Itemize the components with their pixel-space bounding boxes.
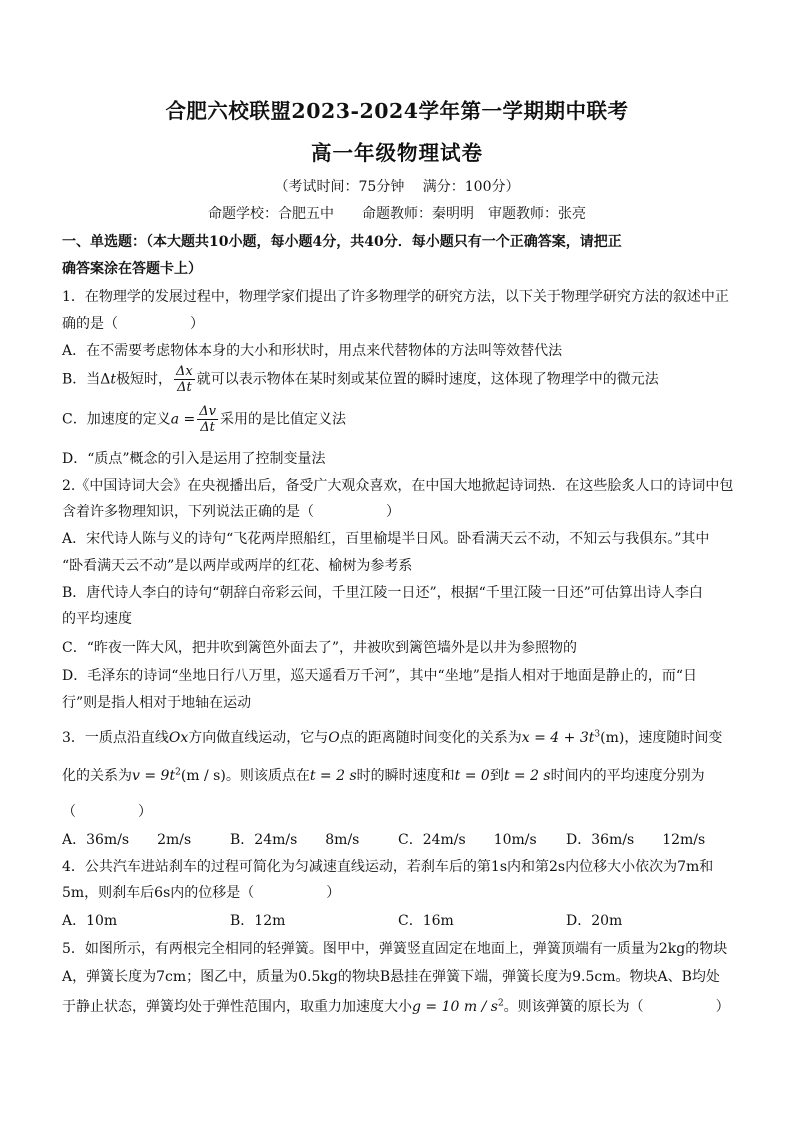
- q1-c-fraction: $\frac{\Delta v}{\Delta t}$: [199, 404, 216, 435]
- q3-option-a: A．36m/s 2m/s: [62, 832, 192, 848]
- q4-option-b: B．12m: [230, 913, 286, 929]
- q1-stem-line1: 1．在物理学的发展过程中，物理学家们提出了许多物理学的研究方法，以下关于物理学研究方法的叙述中正: [62, 289, 729, 305]
- q4-stem-line1: 4．公共汽车进站刹车的过程可简化为匀减速直线运动，若刹车后的第1s内和第2s内位移大小依次为7m和: [62, 859, 714, 875]
- q1-option-c: C．加速度的定义a = $\frac{\Delta v}{\Delta t}$ 采用的是比值定义法: [62, 404, 346, 435]
- section-heading: 一、单选题：（本大题共10小题，每小题4分，共40分．每小题只有一个正确答案，请把正: [62, 234, 622, 250]
- section-heading-cont: 确答案涂在答题卡上）: [62, 261, 202, 277]
- q2-stem-line2: 含着许多物理知识，下列说法正确的是（ ）: [62, 504, 400, 520]
- q2-option-d-line2: 行”则是指人相对于地轴在运动: [62, 695, 252, 711]
- q1-option-d: D．“质点”概念的引入是运用了控制变量法: [62, 451, 326, 467]
- q1-b-fraction: $\frac{\Delta x}{\Delta t}$: [176, 364, 193, 395]
- q3-stem-line3: （ ）: [62, 804, 152, 820]
- q5-stem-line2: A，弹簧长度为7cm；图乙中，质量为0.5kg的物块B悬挂在弹簧下端，弹簧长度为9.5cm。物块A、B均处: [62, 969, 720, 985]
- q5-stem-line3: 于静止状态，弹簧均处于弹性范围内，取重力加速度大小g = 10 m / $s^2$。则该弹簧的原长为（ ）: [62, 998, 730, 1015]
- q2-option-b-line1: B．唐代诗人李白的诗句“朝辞白帝彩云间，千里江陵一日还”，根据“千里江陵一日还”可估算出诗人李白: [62, 585, 703, 601]
- exam-title: 合肥六校联盟2023-2024学年第一学期期中联考: [165, 99, 629, 123]
- q4-option-c: C．16m: [398, 913, 454, 929]
- q3-option-b: B．24m/s 8m/s: [230, 832, 360, 848]
- q1-option-a: A．在不需要考虑物体本身的大小和形状时，用点来代替物体的方法叫等效替代法: [62, 343, 563, 359]
- q3-option-d: D．36m/s 12m/s: [566, 832, 706, 848]
- q2-option-b-line2: 的平均速度: [62, 611, 132, 627]
- setter-info: 命题学校：合肥五中 命题教师：秦明明 审题教师：张亮: [208, 206, 586, 222]
- q4-option-d: D．20m: [566, 913, 623, 929]
- q2-option-a-line1: A．宋代诗人陈与义的诗句“飞花两岸照船红，百里榆堤半日风。卧看满天云不动，不知云与我俱东。”其中: [62, 531, 710, 547]
- q1-stem-line2: 确的是（ ）: [62, 316, 204, 332]
- q2-option-c: C．“昨夜一阵大风，把井吹到篱笆外面去了”，井被吹到篱笆墙外是以井为参照物的: [62, 640, 578, 656]
- q3-option-c: C．24m/s 10m/s: [398, 832, 537, 848]
- exam-subtitle: 高一年级物理试卷: [311, 141, 483, 165]
- q3-stem-line1: 3．一质点沿直线Ox方向做直线运动，它与O点的距离随时间变化的关系为$x = 4 + 3t^3(m)$，速度随时间变: [62, 729, 723, 746]
- q2-stem-line1: 2.《中国诗词大会》在央视播出后，备受广大观众喜欢，在中国大地掀起诗词热．在这些脍炙人口的诗词中包: [62, 478, 734, 494]
- q4-option-a: A．10m: [62, 913, 118, 929]
- q3-stem-line2: 化的关系为$v = 9t^2(m / s)$。则该质点在t = 2 s时的瞬时速度和t = 0到t = 2 s时间内的平均速度分别为: [62, 767, 705, 784]
- exam-info: （考试时间：75分钟 满分：100分）: [274, 179, 520, 195]
- q1-option-b: B．当Δt极短时， $\frac{\Delta x}{\Delta t}$ 就可以表示物体在某时刻或某位置的瞬时速度，这体现了物理学中的微元法: [62, 364, 659, 395]
- q5-stem-line1: 5．如图所示，有两根完全相同的轻弹簧。图甲中，弹簧竖直固定在地面上，弹簧顶端有一质量为2kg的物块: [62, 941, 728, 957]
- q2-option-d-line1: D．毛泽东的诗词“坐地日行八万里，巡天遥看万千河”，其中“坐地”是指人相对于地面是静止的，而“日: [62, 668, 698, 684]
- q2-option-a-line2: “卧看满天云不动”是以两岸或两岸的红花、榆树为参考系: [62, 558, 413, 574]
- q4-stem-line2: 5m，则刹车后6s内的位移是（ ）: [62, 885, 341, 901]
